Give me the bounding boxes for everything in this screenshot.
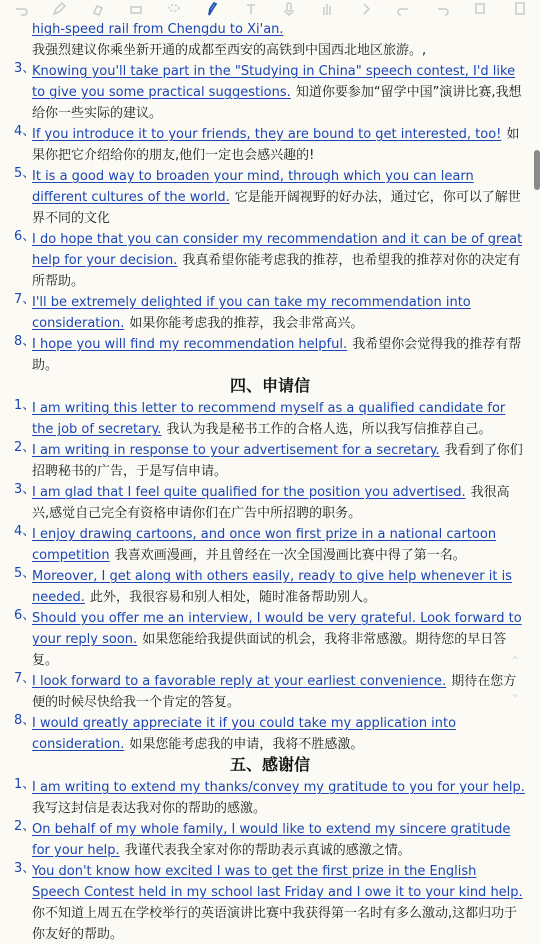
english-sentence: Should you offer me an interview, I would be very grateful. Look forward to your reply soon.	[32, 611, 522, 647]
item-number: 3、	[14, 61, 36, 76]
undo-icon[interactable]	[10, 0, 32, 18]
item-number: 3、	[14, 861, 36, 876]
item-number: 1、	[14, 777, 36, 792]
chevron-right-icon[interactable]	[355, 0, 377, 18]
chinese-translation: 此外，我很容易和别人相处，随时准备帮助别人。	[89, 590, 376, 605]
chinese-translation: 我强烈建议你乘坐新开通的成都至西安的高铁到中国西北地区旅游。,	[32, 43, 427, 58]
chinese-translation: 你不知道上周五在学校举行的英语演讲比赛中我获得第一名时有多么激动,这都归功于你友好的帮助。	[32, 906, 518, 942]
chinese-translation: 我看到了你们招聘秘书的广告，于是写信申请。	[32, 443, 523, 479]
item-number: 8、	[14, 334, 36, 349]
redo-left-icon[interactable]	[393, 0, 415, 18]
chinese-translation: 我真希望你能考虑我的推荐，也希望我的推荐对你的决定有所帮助。	[32, 253, 521, 289]
chinese-translation: 我希望你会觉得我的推荐有帮助。	[32, 337, 522, 373]
list-item	[14, 165, 526, 228]
english-sentence: I hope you will find my recommendation helpful.	[32, 337, 348, 352]
list-item	[14, 607, 526, 670]
english-sentence: I am writing to extend my thanks/convey my gratitude to you for your help.	[32, 780, 525, 795]
list-item	[14, 670, 526, 712]
toolbar	[0, 0, 540, 18]
section-thanks-list	[14, 776, 526, 944]
list-item	[14, 565, 526, 607]
pen-active-icon[interactable]	[201, 0, 223, 18]
english-sentence: I enjoy drawing cartoons, and once won first prize in a national cartoon competition	[32, 527, 497, 563]
item-number: 8、	[14, 713, 36, 728]
item-number: 5、	[14, 566, 36, 581]
list-item	[14, 860, 526, 944]
item-number: 2、	[14, 440, 36, 455]
list-item	[14, 439, 526, 481]
item-number: 1、	[14, 398, 36, 413]
microphone-icon[interactable]	[278, 0, 300, 18]
english-sentence: I am writing this letter to recommend myself as a qualified candidate for the job of secretary.	[32, 401, 506, 437]
chinese-translation: 我谨代表我全家对你的帮助表示真诚的感激之情。	[124, 843, 411, 858]
item-number: 3、	[14, 482, 36, 497]
chinese-translation: 我喜欢画漫画，并且曾经在一次全国漫画比赛中得了第一名。	[114, 548, 466, 563]
scroll-up-icon[interactable]: ⌃	[509, 654, 521, 668]
highlighter-icon[interactable]	[87, 0, 109, 18]
chinese-translation: 我很高兴,感觉自己完全有资格申请你们在广告中所招聘的职务。	[32, 485, 510, 521]
english-sentence: It is a good way to broaden your mind, through which you can learn different cultures of the world.	[32, 169, 474, 205]
pen-icon[interactable]	[48, 0, 70, 18]
english-sentence: Moreover, I get along with others easily, ready to give help whenever it is needed.	[32, 569, 512, 605]
list-item	[14, 228, 526, 291]
list-item	[14, 481, 526, 523]
english-sentence: I am glad that I feel quite qualified for the position you advertised.	[32, 485, 466, 500]
chinese-translation: 它是能开阔视野的好办法，通过它，你可以了解世界不同的文化	[32, 190, 521, 226]
chinese-translation: 知道你要参加“留学中国”演讲比赛,我想给你一些实际的建议。	[32, 85, 522, 121]
scroll-down-icon[interactable]: ⌄	[509, 686, 521, 700]
english-sentence: If you introduce it to your friends, they are bound to get interested, too!	[32, 127, 502, 142]
chinese-translation: 如果你能考虑我的推荐，我会非常高兴。	[129, 316, 364, 331]
item-number: 4、	[14, 524, 36, 539]
english-sentence: I do hope that you can consider my recommendation and it can be of great help for your decision.	[32, 232, 523, 268]
item-number: 7、	[14, 671, 36, 686]
pages-icon[interactable]	[508, 0, 530, 18]
item-number: 7、	[14, 292, 36, 307]
item-number: 4、	[14, 124, 36, 139]
section-title-application: 四、申请信	[229, 376, 310, 395]
chinese-translation: 我写这封信是表达我对你的帮助的感激。	[32, 801, 267, 816]
english-sentence: I'll be extremely delighted if you can take my recommendation into consideration.	[32, 295, 471, 331]
chinese-translation: 如果你把它介绍给你的朋友,他们一定也会感兴趣的!	[32, 127, 520, 163]
list-item	[14, 123, 526, 165]
section-application-list	[14, 397, 526, 754]
list-item	[14, 523, 526, 565]
redo-right-icon[interactable]	[431, 0, 453, 18]
copy-icon[interactable]	[470, 0, 492, 18]
section-recommendation-list	[14, 60, 526, 375]
lasso-icon[interactable]	[163, 0, 185, 18]
text-icon[interactable]	[240, 0, 262, 18]
english-sentence: high-speed rail from Chengdu to Xi'an.	[32, 22, 284, 37]
english-sentence: I would greatly appreciate it if you could take my application into consideration.	[32, 716, 457, 752]
chinese-translation: 期待在您方便的时候尽快给我一个肯定的答复。	[32, 674, 517, 710]
item-number: 2、	[14, 819, 36, 834]
document-content	[0, 18, 540, 942]
list-item	[14, 397, 526, 439]
list-item	[14, 776, 526, 818]
chinese-translation: 如果您能给我提供面试的机会，我将非常感激。期待您的早日答复。	[32, 632, 507, 668]
list-item	[14, 60, 526, 123]
scrollbar[interactable]	[534, 150, 540, 190]
item-number: 5、	[14, 166, 36, 181]
english-sentence: I am writing in response to your advertisement for a secretary.	[32, 443, 440, 458]
item-number: 6、	[14, 608, 36, 623]
list-item	[14, 333, 526, 375]
chinese-translation: 我认为我是秘书工作的合格人选，所以我写信推荐自己。	[166, 422, 492, 437]
eraser-icon[interactable]	[125, 0, 147, 18]
chinese-translation: 如果您能考虑我的申请，我将不胜感激。	[129, 737, 364, 752]
hand-icon[interactable]	[316, 0, 338, 18]
english-sentence: On behalf of my whole family, I would like to extend my sincere gratitude for your help.	[32, 822, 511, 858]
section-title-thanks: 五、感谢信	[229, 755, 310, 774]
list-item	[14, 818, 526, 860]
item-number: 6、	[14, 229, 36, 244]
list-item	[14, 18, 526, 60]
english-sentence: Knowing you'll take part in the "Studying in China" speech contest, I'd like to give you some practical suggestions.	[32, 64, 516, 100]
list-item	[14, 291, 526, 333]
english-sentence: You don't know how excited I was to get the first prize in the English Speech Contest held in my school last Friday and I owe it to your kind help.	[32, 864, 523, 900]
list-item	[14, 712, 526, 754]
english-sentence: I look forward to a favorable reply at your earliest convenience.	[32, 674, 447, 689]
